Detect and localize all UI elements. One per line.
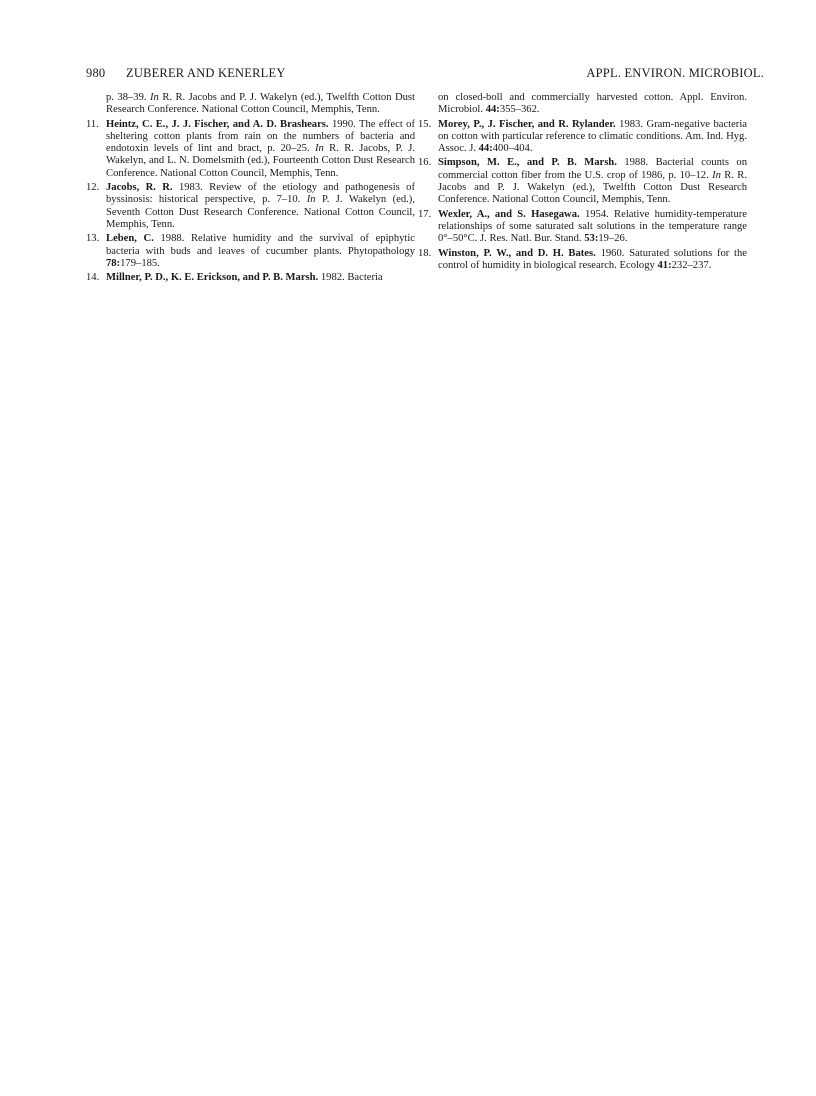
reference-continued [418,92,747,117]
reference-text: R. R. Jacobs and P. J. Wakelyn (ed.), Twelfth Cotton Dust Research Conference. National Cotton Council, Memphis, Tenn. [438,169,748,206]
reference-authors: Simpson, M. E., and P. B. Marsh. [438,157,617,169]
reference-item [418,157,747,206]
reference-item [86,119,415,180]
reference-text: on closed-boll and commercially harvested cotton. Appl. Environ. Microbiol. [438,92,747,116]
reference-number: 15. [418,118,432,130]
reference-authors: Wexler, A., and S. Hasegawa. [438,208,580,220]
reference-number: 11. [86,118,99,130]
reference-text: 1990. The effect of sheltering cotton plants from rain on the numbers of bacteria and endotoxin levels of lint and bract, p. 20–25. [106,118,415,155]
reference-text: P. J. Wakelyn (ed.), Seventh Cotton Dust Research Conference. National Cotton Council, Memphis, Tenn. [106,194,415,230]
reference-volume: 53: [584,233,599,245]
reference-authors: Leben, C. [106,233,154,245]
reference-text: 1954. Relative humidity-temperature relationships of some saturated salt solutions in the temperature range 0°–50°C. J. Res. Natl. Bur. Stand. [438,208,747,245]
reference-authors: Morey, P., J. Fischer, and R. Rylander. [438,118,616,130]
reference-authors: Jacobs, R. R. [106,182,173,194]
page-number: 980 [86,66,106,80]
reference-number: 16. [418,157,432,169]
reference-authors: Heintz, C. E., J. J. Fischer, and A. D. Brashears. [106,118,329,130]
reference-text: R. R. Jacobs, P. J. Wakelyn, and L. N. Domelsmith (ed.), Fourteenth Cotton Dust Research Conference. National Cotton Council, Memphis, Tenn. [106,143,415,179]
reference-volume: 41: [657,259,672,271]
reference-text: 1982. Bacteria [320,272,383,284]
page-header [86,66,764,82]
reference-in: In [712,169,721,181]
reference-volume: 44: [478,143,493,155]
reference-number: 14. [86,272,100,284]
reference-continued [86,92,415,117]
reference-number: 17. [418,208,432,220]
running-head-authors: ZUBERER AND KENERLEY [126,66,286,80]
reference-in: In [306,194,316,206]
reference-item [418,209,747,246]
reference-pages: 400–404. [492,143,533,155]
reference-in: In [314,143,324,155]
reference-column-left [86,92,415,286]
reference-column-right [418,92,747,274]
reference-item [418,119,747,156]
reference-text: 1983. Review of the etiology and pathogenesis of byssinosis: historical perspective, p. 7–10. [106,182,415,206]
reference-number: 18. [418,247,432,259]
reference-in: In [150,92,159,103]
reference-item [86,182,415,231]
reference-pages: 232–237. [671,259,712,271]
reference-text: 1983. Gram-negative bacteria on cotton with particular reference to climatic conditions. Am. Ind. Hyg. Assoc. J. [438,118,747,155]
reference-text: 1988. Bacterial counts on commercial cotton fiber from the U.S. crop of 1986, p. 10–12. [438,157,748,181]
reference-text: p. 38–39. [106,92,147,103]
reference-volume: 78: [106,257,121,269]
reference-text: 1960. Saturated solutions for the control of humidity in biological research. Ecology [438,247,747,271]
reference-number: 12. [86,182,100,194]
reference-number: 13. [86,233,100,245]
running-head-journal: APPL. ENVIRON. MICROBIOL. [586,66,764,80]
reference-item [86,233,415,270]
reference-item [86,272,415,284]
reference-text: R. R. Jacobs and P. J. Wakelyn (ed.), Twelfth Cotton Dust Research Conference. National Cotton Council, Memphis, Tenn. [106,92,415,116]
reference-authors: Millner, P. D., K. E. Erickson, and P. B. Marsh. [106,272,319,284]
reference-pages: 355–362. [499,104,540,116]
reference-text: 1988. Relative humidity and the survival of epiphytic bacteria with buds and leaves of cucumber plants. Phytopathology [106,233,415,257]
reference-pages: 179–185. [120,257,160,269]
reference-item [418,248,747,273]
reference-pages: 19–26. [598,233,628,245]
reference-authors: Winston, P. W., and D. H. Bates. [438,247,596,259]
reference-volume: 44: [485,104,500,116]
